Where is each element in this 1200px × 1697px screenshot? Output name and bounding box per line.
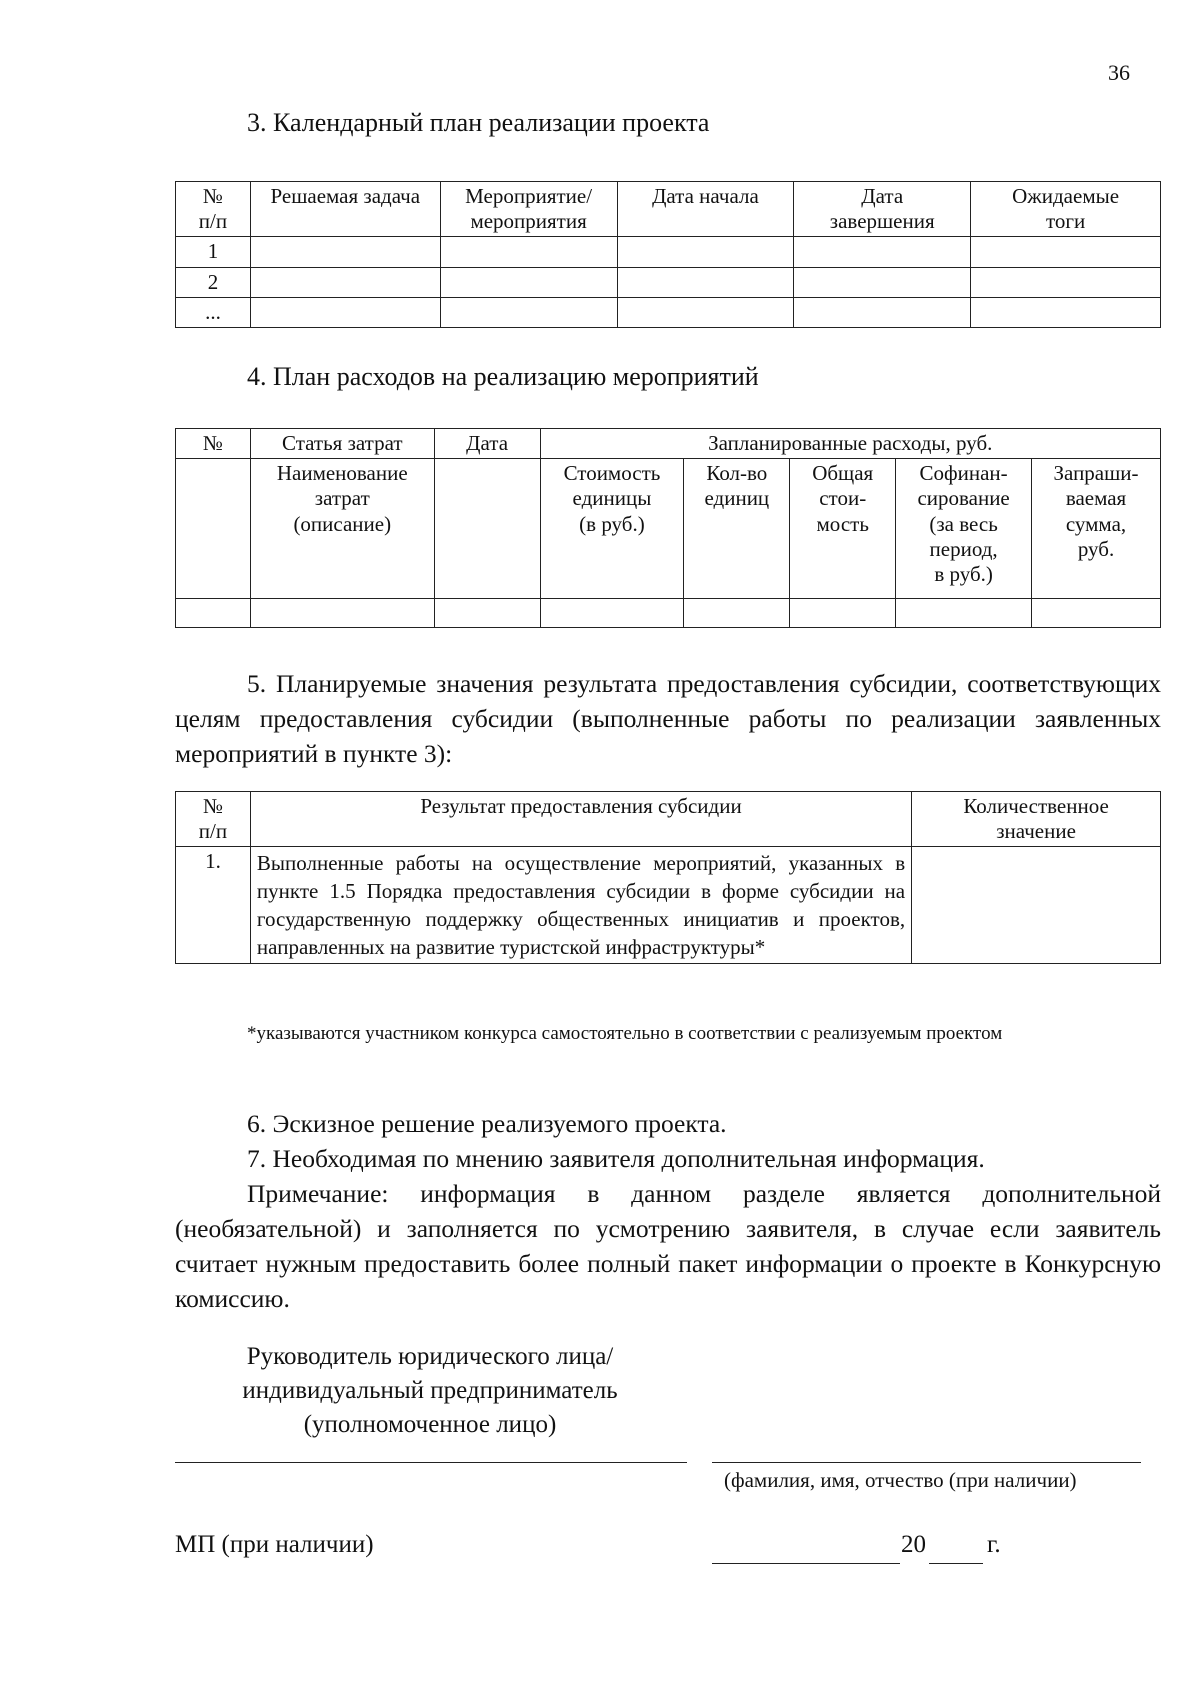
expense-subheader-row bbox=[176, 459, 1161, 599]
stamp-label: МП (при наличии) bbox=[175, 1531, 374, 1558]
row-number: ... bbox=[176, 297, 251, 327]
calendar-plan-table bbox=[175, 181, 1161, 328]
row-number: 1 bbox=[176, 237, 251, 267]
section-5-intro: 5. Планируемые значения результата предоставления субсидии, соответствующих целям предоставления субсидии (выполненные работы по реализации заявленных мероприятий в пункте 3): bbox=[175, 669, 1161, 768]
header-date: Дата bbox=[434, 429, 540, 459]
subheader-requested-amount: Запраши- ваемая сумма, руб. bbox=[1032, 459, 1161, 599]
date-year-prefix: 20 bbox=[901, 1531, 926, 1558]
subheader-total-cost: Общая стои- мость bbox=[790, 459, 896, 599]
subheader-unit-cost: Стоимость единицы (в руб.) bbox=[540, 459, 684, 599]
item-6: 6. Эскизное решение реализуемого проекта. bbox=[247, 1109, 727, 1138]
subheader-cofinancing: Софинан- сирование (за весь период, в руб.) bbox=[896, 459, 1032, 599]
row-number: 1. bbox=[176, 847, 251, 964]
header-end-date: Дата завершения bbox=[794, 182, 971, 237]
table-row bbox=[176, 599, 1161, 628]
row-number: 2 bbox=[176, 267, 251, 297]
header-cost-item: Статья затрат bbox=[250, 429, 434, 459]
name-line bbox=[712, 1462, 1141, 1463]
signatory-title: Руководитель юридического лица/ индивидуальный предприниматель (уполномоченное лицо) bbox=[242, 1343, 618, 1438]
header-result: Результат предоставления субсидии bbox=[250, 792, 911, 847]
page-number: 36 bbox=[1108, 60, 1130, 85]
footnote: *указываются участником конкурса самостоятельно в соответствии с реализуемым проектом bbox=[247, 1023, 1003, 1044]
note-paragraph: Примечание: информация в данном разделе является дополнительной (необязательной) и заполняется по усмотрению заявителя, в случае если заявитель считает нужным предоставить более полный пакет информации о проекте в Конкурсную комиссию. bbox=[175, 1179, 1161, 1313]
expense-plan-table bbox=[175, 428, 1161, 628]
subsidy-results-table bbox=[175, 791, 1161, 964]
calendar-plan-header-row bbox=[176, 182, 1161, 237]
header-expected-results: Ожидаемые тоги bbox=[971, 182, 1161, 237]
table-row bbox=[176, 267, 1161, 297]
subheader-quantity: Кол-во единиц bbox=[684, 459, 790, 599]
date-year-suffix: г. bbox=[987, 1531, 1001, 1558]
signature-line bbox=[175, 1462, 687, 1463]
result-description: Выполненные работы на осуществление мероприятий, указанных в пункте 1.5 Порядка предоставления субсидии в форме субсидии на государственную поддержку общественных инициатив и проектов, направленных на развитие туристской инфраструктуры* bbox=[250, 847, 911, 964]
header-activity: Мероприятие/ мероприятия bbox=[440, 182, 617, 237]
item-7: 7. Необходимая по мнению заявителя дополнительная информация. bbox=[247, 1144, 985, 1173]
section-3-title: 3. Календарный план реализации проекта bbox=[247, 108, 710, 137]
header-number: № п/п bbox=[176, 792, 251, 847]
header-quantitative-value: Количественное значение bbox=[912, 792, 1161, 847]
header-task: Решаемая задача bbox=[250, 182, 440, 237]
header-number: № bbox=[176, 429, 251, 459]
date-day-line bbox=[712, 1563, 900, 1564]
header-number: № п/п bbox=[176, 182, 251, 237]
header-planned-expenses: Запланированные расходы, руб. bbox=[540, 429, 1160, 459]
table-row bbox=[176, 297, 1161, 327]
header-start-date: Дата начала bbox=[617, 182, 794, 237]
expense-header-row bbox=[176, 429, 1161, 459]
date-year-line bbox=[929, 1563, 983, 1564]
section-4-title: 4. План расходов на реализацию мероприятий bbox=[247, 362, 759, 391]
table-row bbox=[176, 237, 1161, 267]
table-row bbox=[176, 847, 1161, 964]
subheader-cost-name: Наименование затрат (описание) bbox=[250, 459, 434, 599]
results-header-row bbox=[176, 792, 1161, 847]
name-caption: (фамилия, имя, отчество (при наличии) bbox=[724, 1468, 1077, 1492]
